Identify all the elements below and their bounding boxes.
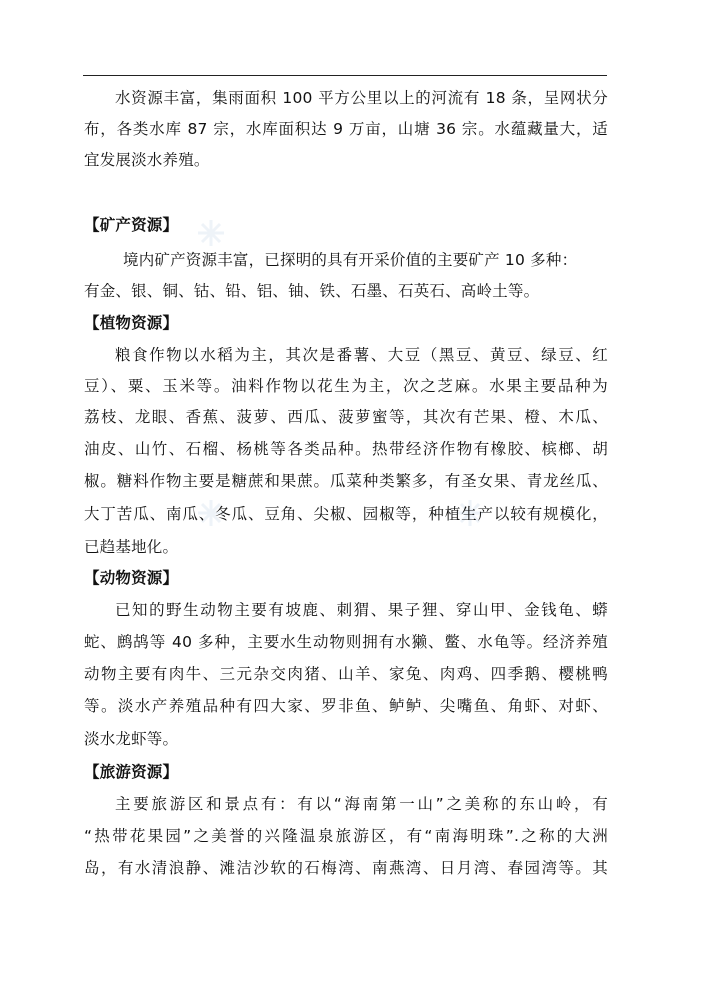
animal-paragraph-line: 已知的野生动物主要有坡鹿、刺猬、果子狸、穿山甲、金钱龟、蟒 [115,601,608,619]
plant-paragraph-line: 椒。糖料作物主要是糖蔗和果蔗。瓜菜种类繁多，有圣女果、青龙丝瓜、 [84,472,608,490]
animal-paragraph-line: 淡水龙虾等。 [84,730,179,748]
header-rule [83,75,607,76]
mineral-paragraph-line: 有金、银、铜、钴、铅、铝、铀、铁、石墨、石英石、高岭土等。 [84,282,540,300]
plant-paragraph-line: 大丁苦瓜、南瓜、冬瓜、豆角、尖椒、园椒等，种植生产以较有规模化， [84,505,608,523]
plant-paragraph-line: 豆）、粟、玉米等。油料作物以花生为主，次之芝麻。水果主要品种为 [84,377,608,395]
water-paragraph-line: 水资源丰富，集雨面积 100 平方公里以上的河流有 18 条，呈网状分 [115,89,608,107]
section-heading-plant: 【植物资源】 [84,314,179,332]
water-paragraph-line: 布，各类水库 87 宗，水库面积达 9 万亩，山塘 36 宗。水蕴藏量大，适 [84,120,608,138]
mineral-paragraph-line: 境内矿产资源丰富，已探明的具有开采价值的主要矿产 10 多种： [123,251,578,269]
tourism-paragraph-line: 岛，有水清浪静、滩洁沙软的石梅湾、南燕湾、日月湾、春园湾等。其 [84,859,608,877]
section-heading-animal: 【动物资源】 [84,569,179,587]
plant-paragraph-line: 已趋基地化。 [84,538,179,556]
tourism-paragraph-line: “热带花果园”之美誉的兴隆温泉旅游区，有“南海明珠”.之称的大洲 [84,827,608,845]
plant-paragraph-line: 粮食作物以水稻为主，其次是番薯、大豆（黑豆、黄豆、绿豆、红 [115,346,608,364]
section-heading-tourism: 【旅游资源】 [84,763,179,781]
animal-paragraph-line: 动物主要有肉牛、三元杂交肉猪、山羊、家兔、肉鸡、四季鹅、樱桃鸭 [84,665,608,683]
tourism-paragraph-line: 主要旅游区和景点有：有以“海南第一山”之美称的东山岭，有 [115,795,608,813]
plant-paragraph-line: 荔枝、龙眼、香蕉、菠萝、西瓜、菠萝蜜等，其次有芒果、橙、木瓜、 [84,408,608,426]
water-paragraph-line: 宜发展淡水养殖。 [84,151,210,169]
plant-paragraph-line: 油皮、山竹、石榴、杨桃等各类品种。热带经济作物有橡胶、槟榔、胡 [84,440,608,458]
animal-paragraph-line: 蛇、鹧鸪等 40 多种，主要水生动物则拥有水獭、鳖、水龟等。经济养殖 [84,633,608,651]
section-heading-mineral: 【矿产资源】 [84,216,179,234]
animal-paragraph-line: 等。淡水产养殖品种有四大家、罗非鱼、鲈鲈、尖嘴鱼、角虾、对虾、 [84,697,608,715]
